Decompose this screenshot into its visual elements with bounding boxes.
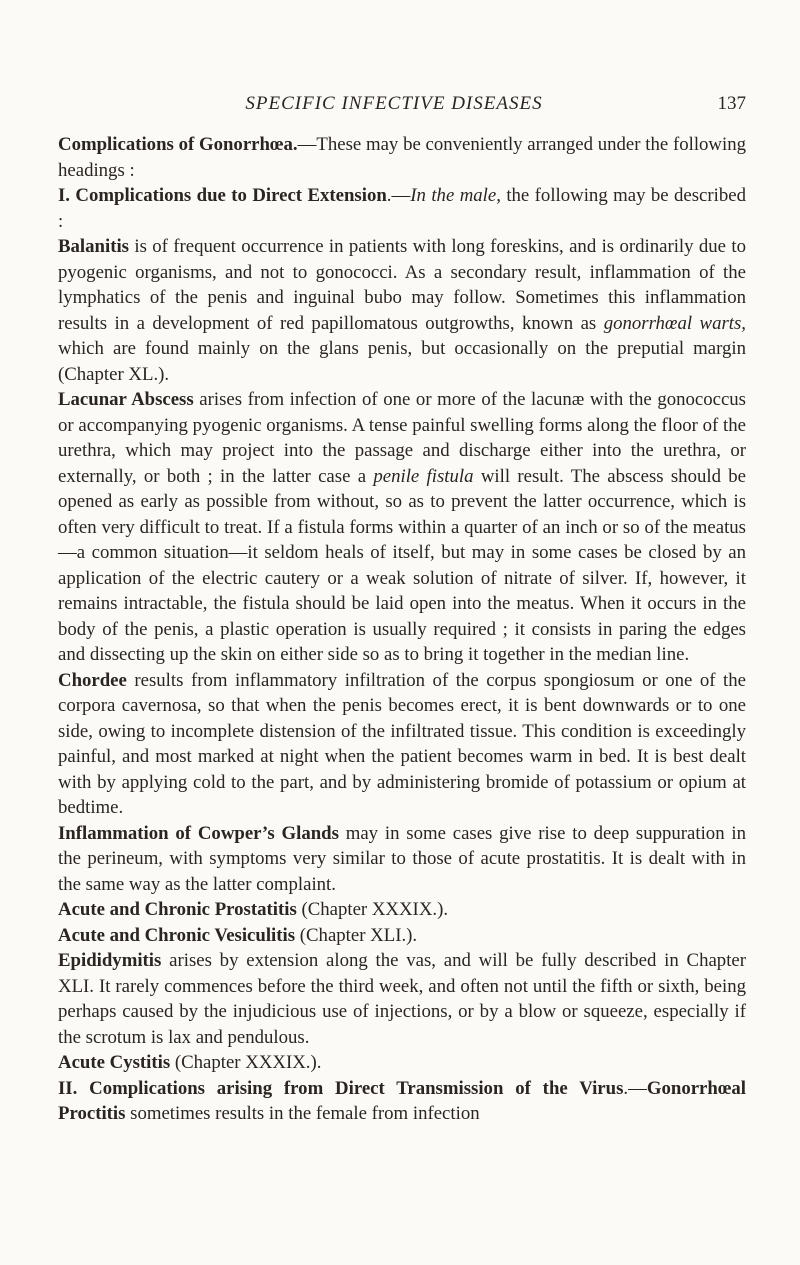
- paragraph-heading: Inflammation of Cowper’s Glands: [58, 822, 339, 844]
- running-title: SPECIFIC INFECTIVE DISEASES: [245, 93, 543, 114]
- paragraph-heading: Acute Cystitis: [58, 1052, 171, 1073]
- paragraph-heading: Complications of Gonorrhœa.: [58, 134, 298, 155]
- paragraph-heading: Acute and Chronic Vesiculitis: [58, 924, 296, 946]
- separator: [339, 823, 346, 844]
- italic-text: In the male,: [410, 185, 501, 206]
- paragraph-text: which are found mainly on the glans penis, but occasionally on the preputial margin (Chapter XL.).: [58, 338, 746, 385]
- body-text: [58, 132, 746, 1127]
- italic-text: penile fistula: [373, 465, 474, 487]
- paragraph-balanitis: [58, 234, 746, 387]
- paragraph-heading: Chordee: [58, 669, 127, 691]
- paragraph-text: These may be conveniently arranged under the following headings :: [58, 134, 746, 181]
- paragraph-text: (Chapter XLI.).: [299, 924, 418, 946]
- paragraph-heading: Acute and Chronic Prostatitis: [58, 899, 297, 920]
- separator: .—: [386, 185, 411, 206]
- paragraph-prostatitis: [58, 897, 746, 923]
- paragraph-vesiculitis: [58, 923, 746, 949]
- paragraph-text: (Chapter XXXIX.).: [301, 899, 449, 920]
- paragraph-text: sometimes results in the female from infection: [130, 1103, 480, 1124]
- paragraph-text: arises by extension along the vas, and will be fully described in Chapter XLI. It rarely commences before the third week, and often not until the fifth or sixth, being perhaps caused by the injudicious use of injections, or by a blow or squeeze, especially if the scrotum is lax and pendulous.: [58, 950, 747, 1048]
- separator: [161, 950, 169, 971]
- page-header: [0, 93, 800, 123]
- paragraph-text: results from inflammatory infiltration of the corpus spongiosum or one of the corpora cavernosa, so that when the penis becomes erect, it is bent downwards or to one side, owing to incomplete distension of the infiltrated tissue. This condition is exceedingly painful, and most marked at night when the patient becomes warm in bed. It is best dealt with by applying cold to the part, and by administering bromide of potassium or opium at bedtime.: [58, 669, 746, 818]
- paragraph-cystitis: [58, 1050, 746, 1076]
- paragraph-direct-extension: [58, 183, 746, 234]
- page-number: 137: [717, 93, 746, 114]
- paragraph-text: may in some cases give rise to deep suppuration in the perineum, with symptoms very similar to those of acute prostatitis. It is dealt with in the same way as the latter complaint.: [58, 822, 746, 895]
- paragraph-heading: Balanitis: [58, 236, 129, 257]
- paragraph-lacunar-abscess: [58, 387, 746, 668]
- paragraph-text: the following may be described :: [58, 185, 746, 232]
- paragraph-epididymitis: [58, 948, 746, 1050]
- separator: —: [297, 134, 317, 155]
- italic-text: gonorrhœal warts,: [603, 312, 746, 334]
- paragraph-text: will result. The abscess should be opened as early as possible from without, so as to prevent the latter occurrence, which is often very difficult to treat. If a fistula forms within a quarter of an inch or so of the meatus—a common situation—it seldom heals of itself, but may in some cases be closed by an application of the electric cautery or a weak solution of nitrate of silver. If, however, it remains intractable, the fistula should be laid open into the meatus. When it occurs in the body of the penis, a plastic operation is usually required ; it consists in paring the edges and dissecting up the skin on either side so as to bring it together in the median line.: [58, 465, 746, 665]
- paragraph-heading: Lacunar Abscess: [58, 389, 194, 410]
- paragraph-direct-transmission: [58, 1076, 746, 1127]
- paragraph-text: arises from infection of one or more of the lacunæ with the gonococcus or accompanying pyogenic organisms. A tense painful swelling forms along the floor of the urethra, which may project into the passage and discharge either into the urethra, or externally, or both ; in the latter case a: [58, 389, 746, 487]
- paragraph-heading: Epididymitis: [58, 950, 162, 971]
- paragraph-heading: II. Complications arising from Direct Transmission of the Virus: [58, 1077, 624, 1099]
- paragraph-complications: [58, 132, 746, 183]
- paragraph-text: (Chapter XXXIX.).: [174, 1052, 322, 1073]
- paragraph-heading: Gonorrhœal Proctitis: [58, 1077, 746, 1124]
- paragraph-heading: I. Complications due to Direct Extension: [58, 185, 387, 206]
- paragraph-text: is of frequent occurrence in patients with long foreskins, and is ordinarily due to pyogenic organisms, and not to gonococci. As a secondary result, inflammation of the lymphatics of the penis and inguinal bubo may follow. Sometimes this inflammation results in a development of red papillomatous outgrowths, known as: [58, 236, 746, 334]
- paragraph-chordee: [58, 668, 746, 821]
- paragraph-cowpers-glands: [58, 821, 746, 898]
- separator: .—: [623, 1077, 647, 1099]
